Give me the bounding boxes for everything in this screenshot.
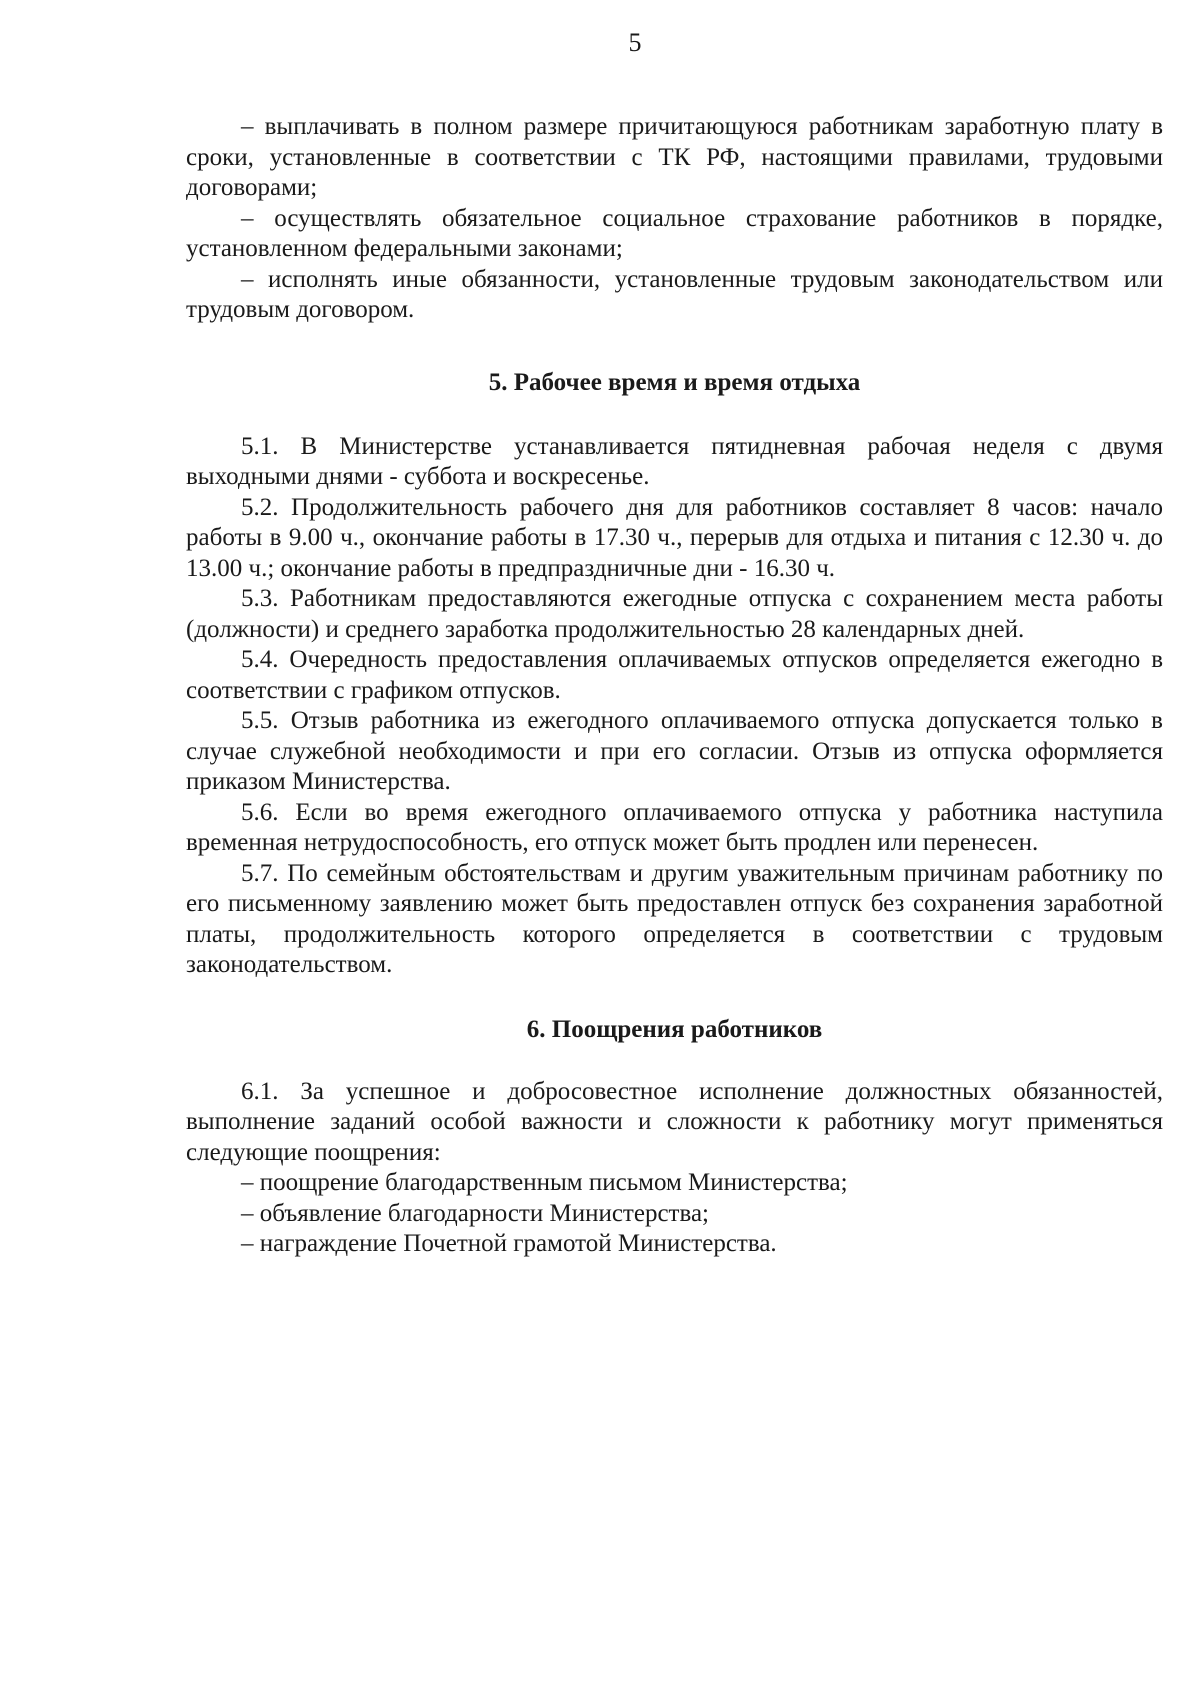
section-5-paragraph: 5.5. Отзыв работника из ежегодного оплачиваемого отпуска допускается только в случае служебной необходимости и при его согласии. Отзыв из отпуска оформляется приказом Министерства. <box>186 707 1163 795</box>
section-5-paragraph: 5.7. По семейным обстоятельствам и другим уважительным причинам работнику по его письменному заявлению может быть предоставлен отпуск без сохранения заработной платы, продолжительность которого определяется в соответствии с трудовым законодательством. <box>186 859 1163 978</box>
reward-list-item: – объявление благодарности Министерства; <box>241 1199 709 1227</box>
section-6-heading: 6. Поощрения работников <box>526 1015 823 1043</box>
reward-list-item: – поощрение благодарственным письмом Министерства; <box>241 1169 848 1196</box>
section-5-paragraph: 5.6. Если во время ежегодного оплачиваемого отпуска у работника наступила временная нетрудоспособность, его отпуск может быть продлен или перенесен. <box>186 798 1163 856</box>
section-5-paragraph: 5.1. В Министерстве устанавливается пятидневная рабочая неделя с двумя выходными днями - суббота и воскресенье. <box>186 432 1163 490</box>
intro-paragraph: – исполнять иные обязанности, установленные трудовым законодательством или трудовым договором. <box>186 265 1163 323</box>
document-body <box>186 112 1163 1260</box>
section-5-heading: 5. Рабочее время и время отдыха <box>488 368 861 396</box>
section-5-paragraph: 5.3. Работникам предоставляются ежегодные отпуска с сохранением места работы (должности) и среднего заработка продолжительностью 28 календарных дней. <box>186 585 1163 643</box>
section-6-paragraph: 6.1. За успешное и добросовестное исполнение должностных обязанностей, выполнение заданий особой важности и сложности к работнику могут применяться следующие поощрения: <box>186 1077 1163 1166</box>
section-5-paragraph: 5.4. Очередность предоставления оплачиваемых отпусков определяется ежегодно в соответствии с графиком отпусков. <box>186 646 1163 704</box>
page-number: 5 <box>628 28 642 57</box>
reward-list-item: – награждение Почетной грамотой Министерства. <box>241 1230 777 1257</box>
section-5-paragraph: 5.2. Продолжительность рабочего дня для работников составляет 8 часов: начало работы в 9.00 ч., окончание работы в 17.30 ч., перерыв для отдыха и питания с 12.30 ч. до 13.00 ч.; окончание работы в предпраздничные дни - 16.30 ч. <box>186 493 1163 582</box>
intro-paragraph: – выплачивать в полном размере причитающуюся работникам заработную плату в сроки, установленные в соответствии с ТК РФ, настоящими правилами, трудовыми договорами; <box>186 113 1163 201</box>
intro-paragraph: – осуществлять обязательное социальное страхование работников в порядке, установленном федеральными законами; <box>186 204 1163 262</box>
